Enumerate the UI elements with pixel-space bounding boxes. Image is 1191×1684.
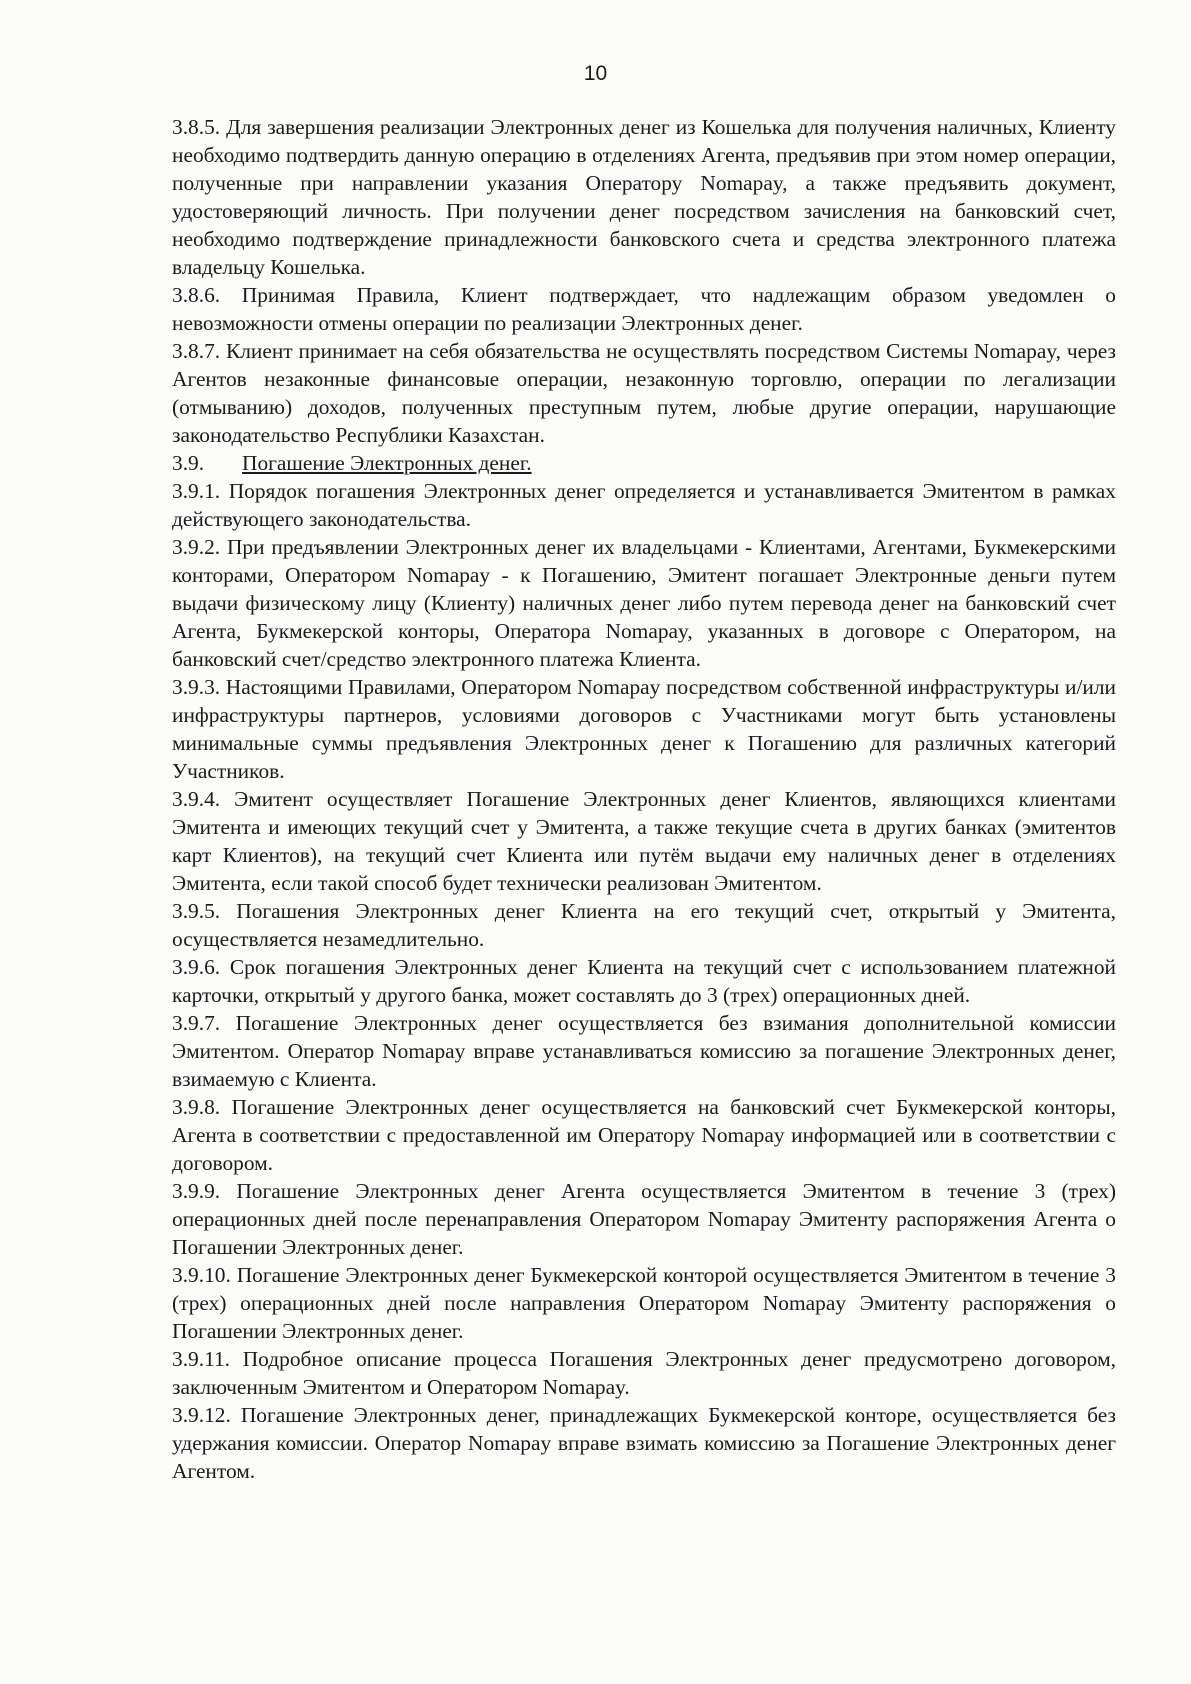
section-heading-3-9 [172, 449, 1116, 477]
paragraph-3-9-8: 3.9.8. Погашение Электронных денег осуществляется на банковский счет Букмекерской конторы, Агента в соответствии с предоставленной им Оператору Nomapay информацией или в соответствии с договором. [172, 1095, 1116, 1175]
paragraph-3-8-6: 3.8.6. Принимая Правила, Клиент подтверждает, что надлежащим образом уведомлен о невозможности отмены операции по реализации Электронных денег. [172, 283, 1116, 335]
document-body [172, 113, 1116, 1485]
paragraph-3-8-7: 3.8.7. Клиент принимает на себя обязательства не осуществлять посредством Системы Nomapay, через Агентов незаконные финансовые операции, незаконную торговлю, операции по легализации (отмыванию) доходов, полученных преступным путем, любые другие операции, нарушающие законодательство Республики Казахстан. [172, 339, 1116, 447]
section-heading-number: 3.9. [172, 451, 205, 475]
paragraph-3-9-3: 3.9.3. Настоящими Правилами, Оператором Nomapay посредством собственной инфраструктуры и/или инфраструктуры партнеров, условиями договоров с Участниками могут быть установлены минимальные суммы предъявления Электронных денег к Погашению для различных категорий Участников. [172, 675, 1116, 783]
paragraph-3-9-4: 3.9.4. Эмитент осуществляет Погашение Электронных денег Клиентов, являющихся клиентами Эмитента и имеющих текущий счет у Эмитента, а также текущие счета в других банках (эмитентов карт Клиентов), на текущий счет Клиента или путём выдачи ему наличных денег в отделениях Эмитента, если такой способ будет технически реализован Эмитентом. [172, 787, 1116, 895]
paragraph-3-9-7: 3.9.7. Погашение Электронных денег осуществляется без взимания дополнительной комиссии Эмитентом. Оператор Nomapay вправе устанавливаться комиссию за погашение Электронных денег, взимаемую с Клиента. [172, 1011, 1116, 1091]
paragraph-3-9-10: 3.9.10. Погашение Электронных денег Букмекерской конторой осуществляется Эмитентом в течение 3 (трех) операционных дней после направления Оператором Nomapay Эмитенту распоряжения о Погашении Электронных денег. [172, 1263, 1116, 1343]
paragraph-3-9-9: 3.9.9. Погашение Электронных денег Агента осуществляется Эмитентом в течение 3 (трех) операционных дней после перенаправления Оператором Nomapay Эмитенту распоряжения Агента о Погашении Электронных денег. [172, 1179, 1116, 1259]
paragraph-3-9-12: 3.9.12. Погашение Электронных денег, принадлежащих Букмекерской конторе, осуществляется без удержания комиссии. Оператор Nomapay вправе взимать комиссию за Погашение Электронных денег Агентом. [172, 1403, 1116, 1483]
paragraph-3-9-5: 3.9.5. Погашения Электронных денег Клиента на его текущий счет, открытый у Эмитента, осуществляется незамедлительно. [172, 899, 1116, 951]
paragraph-3-9-6: 3.9.6. Срок погашения Электронных денег Клиента на текущий счет с использованием платежной карточки, открытый у другого банка, может составлять до 3 (трех) операционных дней. [172, 955, 1116, 1007]
section-heading-title: Погашение Электронных денег. [242, 451, 532, 475]
paragraph-3-8-5: 3.8.5. Для завершения реализации Электронных денег из Кошелька для получения наличных, Клиенту необходимо подтвердить данную операцию в отделениях Агента, предъявив при этом номер операции, полученные при направлении указания Оператору Nomapay, а также предъявить документ, удостоверяющий личность. При получении денег посредством зачисления на банковский счет, необходимо подтверждение принадлежности банковского счета и средства электронного платежа владельцу Кошелька. [172, 115, 1116, 279]
paragraph-3-9-2: 3.9.2. При предъявлении Электронных денег их владельцами - Клиентами, Агентами, Букмекерскими конторами, Оператором Nomapay - к Погашению, Эмитент погашает Электронные деньги путем выдачи физическому лицу (Клиенту) наличных денег либо путем перевода денег на банковский счет Агента, Букмекерской конторы, Оператора Nomapay, указанных в договоре с Оператором, на банковский счет/средство электронного платежа Клиента. [172, 535, 1116, 671]
paragraph-3-9-11: 3.9.11. Подробное описание процесса Погашения Электронных денег предусмотрено договором, заключенным Эмитентом и Оператором Nomapay. [172, 1347, 1116, 1399]
page-number: 10 [583, 62, 608, 85]
paragraph-3-9-1: 3.9.1. Порядок погашения Электронных денег определяется и устанавливается Эмитентом в рамках действующего законодательства. [172, 479, 1116, 531]
